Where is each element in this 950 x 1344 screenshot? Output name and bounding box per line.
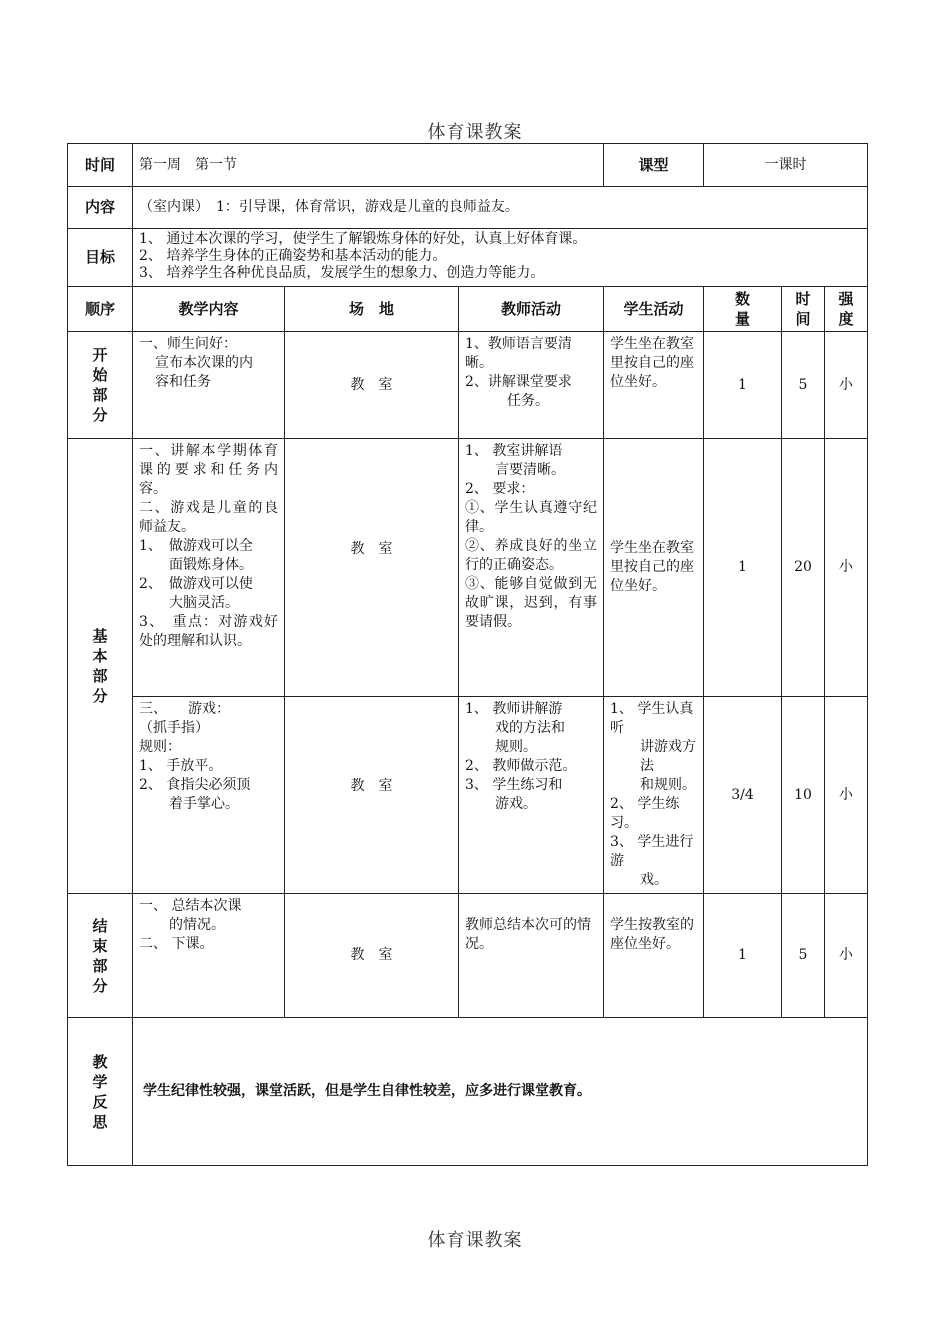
time-value: 第一周 第一节 [133,144,604,187]
time-row [68,144,868,187]
column-header-row [68,287,868,332]
goal-item: 2、 培养学生身体的正确姿势和基本活动的能力。 [139,248,447,264]
col-student: 学生活动 [604,287,704,332]
lesson-type-label: 课型 [604,144,704,187]
basic-section-row-2 [68,697,868,894]
lesson-plan-table [67,143,868,1166]
basic1-teacher: 1、 教室讲解语 言要清晰。 2、 要求： ①、学生认真遵守纪律。 ②、养成良好的坐立行的正确姿态。 ③、能够自觉做到无故旷课，迟到，有事要请假。 [459,439,604,697]
end-teacher: 教师总结本次可的情况。 [459,894,604,1018]
start-venue: 教 室 [285,332,459,439]
col-time: 时间 [782,287,825,332]
goals-row [68,229,868,287]
basic-section-row-1 [68,439,868,697]
page-header: 体育课教案 [427,122,523,143]
basic1-content: 一、讲解本学期体育课的要求和任务内容。 二、游戏是儿童的良师益友。 1、 做游戏可以全 面锻炼身体。 2、 做游戏可以使 大脑灵活。 3、 重点：对游戏好处的理解和认识。 [133,439,285,697]
col-order: 顺序 [68,287,133,332]
end-qty: 1 [704,894,782,1018]
basic2-student: 1、 学生认真听 讲游戏方法 和规则。 2、 学生练习。 3、 学生进行游 戏。 [604,697,704,894]
col-content: 教学内容 [133,287,285,332]
basic2-venue: 教 室 [285,697,459,894]
end-section-row [68,894,868,1018]
start-qty: 1 [704,332,782,439]
basic2-qty: 3/4 [704,697,782,894]
content-value: （室内课） 1：引导课，体育常识，游戏是儿童的良师益友。 [133,187,868,229]
content-row [68,187,868,229]
goal-item: 1、 通过本次课的学习，使学生了解锻炼身体的好处，认真上好体育课。 [139,231,587,247]
reflection-row [68,1018,868,1166]
start-student: 学生坐在教室里按自己的座位坐好。 [604,332,704,439]
basic-section-label: 基本部分 [68,439,133,894]
col-intensity: 强度 [825,287,868,332]
start-section-row [68,332,868,439]
col-qty: 数量 [704,287,782,332]
reflection-text: 学生纪律性较强，课堂活跃，但是学生自律性较差，应多进行课堂教育。 [133,1018,868,1166]
end-section-label: 结束部分 [68,894,133,1018]
goals-list [133,229,868,287]
basic1-intensity: 小 [825,439,868,697]
end-venue: 教 室 [285,894,459,1018]
start-content: 一、师生问好： 宣布本次课的内 容和任务 [133,332,285,439]
start-teacher: 1、教师语言要清晰。 2、讲解课堂要求 任务。 [459,332,604,439]
page-footer: 体育课教案 [427,1230,523,1251]
reflection-label: 教学反思 [68,1018,133,1166]
end-student: 学生按教室的座位坐好。 [604,894,704,1018]
basic1-qty: 1 [704,439,782,697]
basic2-content: 三、 游戏： （抓手指） 规则： 1、 手放平。 2、 食指尖必须顶 着手掌心。 [133,697,285,894]
basic1-venue: 教 室 [285,439,459,697]
end-intensity: 小 [825,894,868,1018]
basic2-intensity: 小 [825,697,868,894]
lesson-type-value: 一课时 [704,144,868,187]
col-venue: 场 地 [285,287,459,332]
goals-label: 目标 [68,229,133,287]
basic2-teacher: 1、 教师讲解游 戏的方法和 规则。 2、 教师做示范。 3、 学生练习和 游戏。 [459,697,604,894]
start-time: 5 [782,332,825,439]
basic1-student: 学生坐在教室里按自己的座位坐好。 [604,439,704,697]
basic2-time: 10 [782,697,825,894]
time-label: 时间 [68,144,133,187]
end-content: 一、 总结本次课 的情况。 二、 下课。 [133,894,285,1018]
goal-item: 3、 培养学生各种优良品质，发展学生的想象力、创造力等能力。 [139,265,545,281]
col-teacher: 教师活动 [459,287,604,332]
basic1-time: 20 [782,439,825,697]
start-intensity: 小 [825,332,868,439]
start-section-label: 开始部分 [68,332,133,439]
content-label: 内容 [68,187,133,229]
end-time: 5 [782,894,825,1018]
